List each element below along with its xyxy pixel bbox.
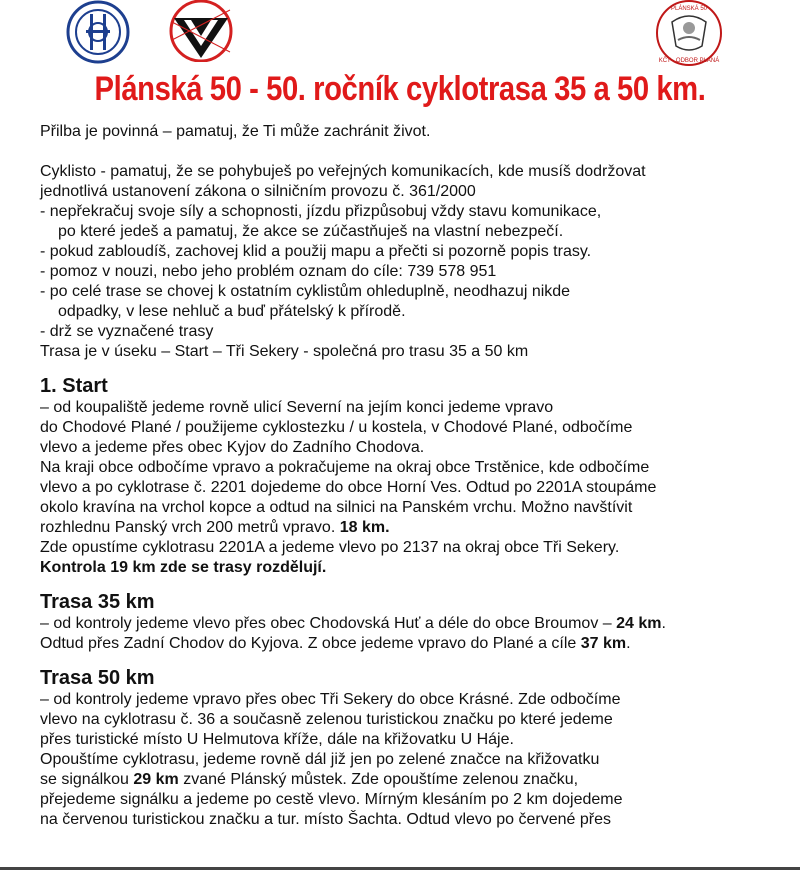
route-50-heading: Trasa 50 km — [40, 667, 155, 689]
route-35-distance-37km: 37 km — [580, 635, 627, 652]
route-50-line-2: vlevo na cyklotrasu č. 36 a současně zelenou turistickou značku po které jedeme — [40, 711, 613, 728]
spacer — [40, 142, 800, 162]
start-line-2: do Chodové Plané / použijeme cyklostezku / u kostela, v Chodové Plané, odbočíme — [40, 419, 633, 436]
route-35-heading: Trasa 35 km — [40, 591, 155, 613]
rule-1a: - nepřekračuj svoje síly a schopnosti, jízdu přizpůsobuj vždy stavu komunikace, — [40, 203, 602, 220]
club-logo-red — [160, 0, 242, 62]
start-line-8: Zde opustíme cyklotrasu 2201A a jedeme vlevo po 2137 na okraj obce Tři Sekery. — [40, 539, 620, 556]
start-line-7 — [40, 518, 800, 538]
rule-2: - pokud zabloudíš, zachovej klid a použij mapu a přečti si pozorně popis trasy. — [40, 243, 592, 260]
start-line-4: Na kraji obce odbočíme vpravo a pokračujeme na okraj obce Trstěnice, kde odbočíme — [40, 459, 650, 476]
rule-5: - drž se vyznačené trasy — [40, 323, 214, 340]
route-50-line-5-end: zvané Plánský můstek. Zde opouštíme zelenou značku, — [178, 771, 579, 788]
cyclist-notice-line-2: jednotlivá ustanovení zákona o silničním provozu č. 361/2000 — [40, 183, 476, 200]
route-35-distance-24km: 24 km — [616, 615, 662, 632]
cyclist-notice-line-1: Cyklisto - pamatuj, že se pohybuješ po veřejných komunikacích, kde musíš dodržovat — [40, 163, 646, 180]
kct-club-logo — [56, 0, 140, 64]
start-line-1: – od koupaliště jedeme rovně ulicí Severní na jejím konci jedeme vpravo — [40, 399, 554, 416]
rule-1b: po které jedeš a pamatuj, že akce se zúčastňuješ na vlastní nebezpečí. — [58, 223, 564, 240]
route-35-line-1 — [40, 614, 800, 634]
shared-section-note: Trasa je v úseku – Start – Tři Sekery - společná pro trasu 35 a 50 km — [40, 343, 529, 360]
route-50-line-4: Opouštíme cyklotrasu, jedeme rovně dál již jen po zelené značce na křižovatku — [40, 751, 600, 768]
rule-4b: odpadky, v lese nehluč a buď přátelský k přírodě. — [58, 303, 406, 320]
route-50-line-7: na červenou turistickou značku a tur. místo Šachta. Odtud vlevo po červené přes — [40, 811, 611, 828]
start-line-7-text: rozhlednu Panský vrch 200 metrů vpravo. — [40, 519, 340, 536]
rule-3: - pomoz v nouzi, nebo jeho problém oznam do cíle: 739 578 951 — [40, 263, 497, 280]
route-35-line-2-end: . — [626, 635, 631, 652]
start-line-6: okolo kravína na vrchol kopce a odtud na silnici na Panském vrchu. Možno navštívit — [40, 499, 633, 516]
route-50-line-1: – od kontroly jedeme vpravo přes obec Tři Sekery do obce Krásné. Zde odbočíme — [40, 691, 621, 708]
rule-4a: - po celé trase se chovej k ostatním cyklistům ohleduplně, neodhazuj nikde — [40, 283, 571, 300]
start-distance-18km: 18 km. — [339, 519, 390, 536]
route-35-line-1-text: – od kontroly jedeme vlevo přes obec Chodovská Huť a déle do obce Broumov – — [40, 615, 617, 632]
route-50-line-6: přejedeme signálku a jedeme po cestě vlevo. Mírným klesáním po 2 km dojedeme — [40, 791, 623, 808]
helmet-notice: Přilba je povinná – pamatuj, že Ti může zachránit život. — [40, 123, 431, 140]
route-35-line-2 — [40, 634, 800, 654]
start-line-5: vlevo a po cyklotrase č. 2201 dojedeme do obce Horní Ves. Odtud po 2201A stoupáme — [40, 479, 657, 496]
route-50-line-5 — [40, 770, 800, 790]
planska-logo-bottom-text: KČT - ODBOR PLANÁ — [658, 58, 720, 64]
route-50-distance-29km: 29 km — [133, 771, 179, 788]
logo-bar — [0, 0, 800, 64]
start-line-3: vlevo a jedeme přes obec Kyjov do Zadního Chodova. — [40, 439, 425, 456]
planska-logo-top-text: PLÁNSKÁ 50 — [670, 6, 708, 12]
route-35-line-2-text: Odtud přes Zadní Chodov do Kyjova. Z obce jedeme vpravo do Plané a cíle — [40, 635, 581, 652]
checkpoint-19km: Kontrola 19 km zde se trasy rozdělují. — [40, 559, 327, 576]
route-50-line-5-text: se signálkou — [40, 771, 134, 788]
start-heading: 1. Start — [40, 375, 108, 397]
route-35-line-1-end: . — [661, 615, 666, 632]
page-title: Plánská 50 - 50. ročník cyklotrasa 35 a 50 km. — [94, 70, 706, 108]
document-body — [40, 122, 800, 830]
planska-50-logo — [644, 0, 734, 66]
route-50-line-3: přes turistické místo U Helmutova kříže, dále na křižovatku U Háje. — [40, 731, 514, 748]
